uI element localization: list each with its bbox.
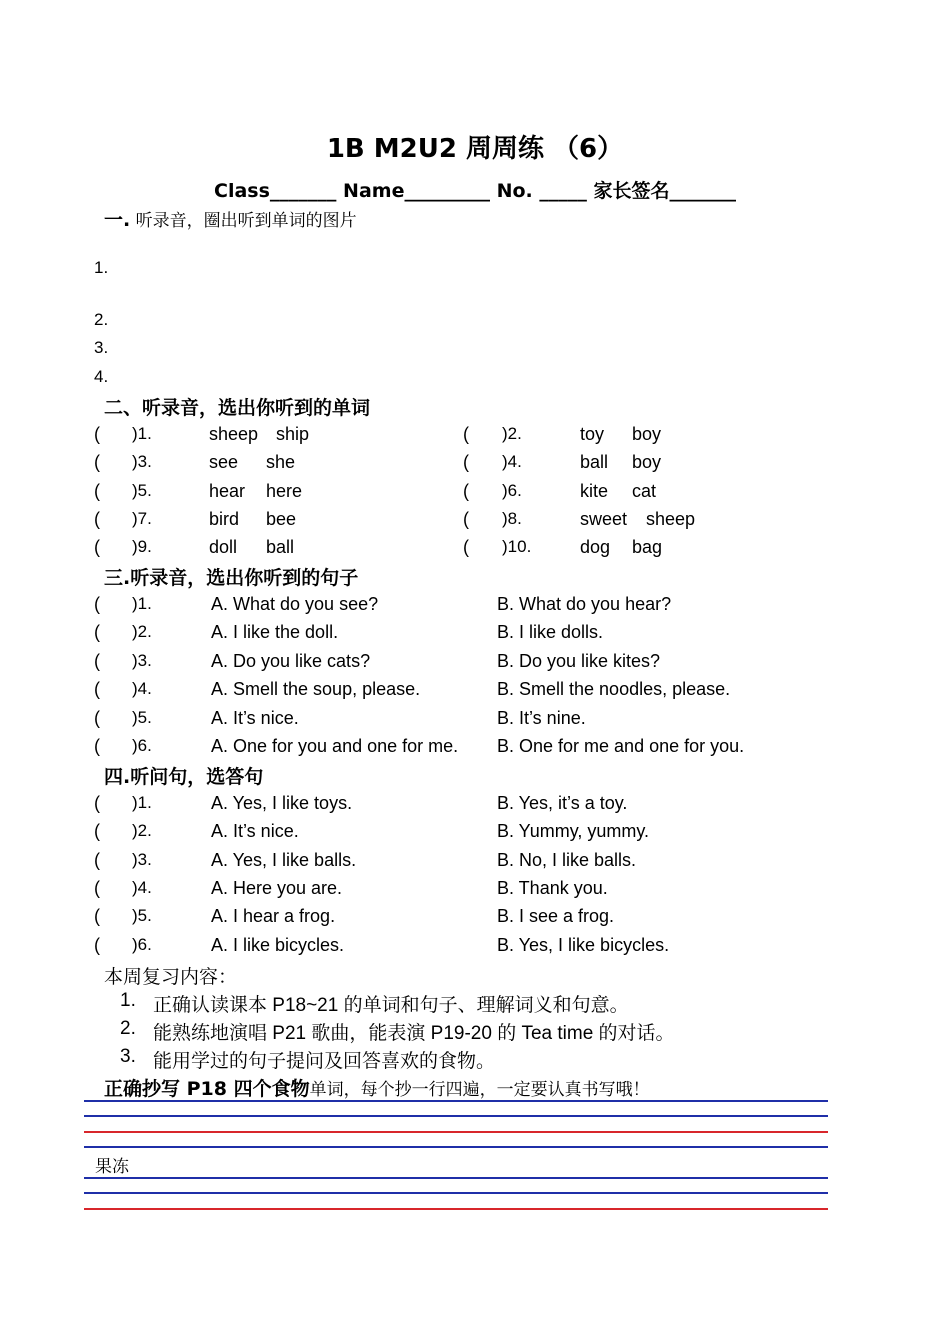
word-question-row [0,481,950,509]
review-heading: 本周复习内容： [104,966,238,988]
option-word-a: dog [580,537,611,557]
question-number: )5. [132,906,152,925]
section-3-number: 三. [104,567,131,589]
option-a: A. It’s nice. [211,708,299,728]
sentence-question-row [0,878,950,906]
option-b: B. Yummy, yummy. [497,821,650,841]
review-item-text: 能用学过的句子提问及回答喜欢的食物。 [153,1051,496,1072]
section-4-number: 四. [104,766,131,788]
option-word-b: she [266,452,296,472]
answer-paren: ( [463,452,469,472]
option-a: A. Here you are. [211,878,343,898]
section-1-number: 一. [104,209,131,231]
option-word-b: here [266,481,303,501]
option-word-a: see [209,452,239,472]
question-number: )2. [132,622,152,641]
writing-line-blue [84,1177,828,1179]
option-a: A. Yes, I like toys. [211,793,353,813]
option-word-a: doll [209,537,238,557]
copy-instruction-rest: 单词，每个抄一行四遍，一定要认真书写哦！ [309,1080,650,1100]
section-3-heading [104,563,358,590]
option-word-b: bag [632,537,663,557]
sentence-question-row [0,622,950,650]
writing-line-blue [84,1146,828,1148]
option-a: A. Do you like cats? [211,651,371,671]
word-question-row [0,537,950,565]
option-b: B. I see a frog. [497,906,615,926]
review-item-number: 1. [120,990,136,1011]
copy-instruction [104,1074,650,1101]
question-number: )2. [502,424,522,443]
question-number: )4. [132,878,152,897]
answer-paren: ( [94,679,100,699]
answer-paren: ( [94,906,100,926]
question-number: )3. [132,651,152,670]
answer-paren: ( [463,537,469,557]
option-word-b: cat [632,481,657,501]
option-b: B. No, I like balls. [497,850,637,870]
question-number: )1. [132,793,152,812]
option-b: B. Yes, it’s a toy. [497,793,628,813]
option-b: B. It’s nine. [497,708,586,728]
sentence-question-row [0,594,950,622]
answer-paren: ( [94,821,100,841]
question-number: )5. [132,708,152,727]
answer-paren: ( [94,481,100,501]
answer-paren: ( [94,651,100,671]
s1-item: 2. [94,310,109,329]
sentence-question-row [0,679,950,707]
question-number: )1. [132,424,152,443]
question-number: )8. [502,509,522,528]
option-a: A. I hear a frog. [211,906,336,926]
question-number: )10. [502,537,532,556]
answer-paren: ( [94,452,100,472]
option-word-a: sheep [209,424,259,444]
writing-line-red [84,1208,828,1210]
option-a: A. What do you see? [211,594,379,614]
option-b: B. Smell the noodles, please. [497,679,731,699]
question-number: )7. [132,509,152,528]
option-word-a: hear [209,481,246,501]
section-4-heading [104,762,263,789]
section-3-instruction: 听录音，选出你听到的句子 [130,567,359,589]
s1-item: 1. [94,258,109,277]
s1-item: 3. [94,338,109,357]
option-b: B. Do you like kites? [497,651,661,671]
answer-paren: ( [94,793,100,813]
option-word-b: boy [632,452,662,472]
answer-paren: ( [94,424,100,444]
review-item-text: 正确认读课本 P18~21 的单词和句子、理解词义和句意。 [153,995,629,1016]
answer-paren: ( [94,736,100,756]
writing-line-blue [84,1100,828,1102]
answer-paren: ( [94,509,100,529]
answer-paren: ( [463,481,469,501]
option-a: A. One for you and one for me. [211,736,459,756]
question-number: )3. [132,850,152,869]
answer-paren: ( [94,850,100,870]
question-number: )1. [132,594,152,613]
word-question-row [0,509,950,537]
answer-paren: ( [94,708,100,728]
answer-paren: ( [94,594,100,614]
sentence-question-row [0,736,950,764]
writing-line-blue [84,1115,828,1117]
answer-paren: ( [94,935,100,955]
option-word-b: ball [266,537,295,557]
student-info-line: Class_______ Name_________ No. _____ 家长签名_______ [214,180,736,202]
sentence-question-row [0,821,950,849]
review-item-number: 3. [120,1046,136,1067]
option-b: B. Thank you. [497,878,608,898]
option-b: B. Yes, I like bicycles. [497,935,670,955]
sentence-question-row [0,793,950,821]
option-word-b: sheep [646,509,696,529]
answer-paren: ( [463,509,469,529]
question-number: )9. [132,537,152,556]
writing-line-blue [84,1192,828,1194]
option-a: A. Smell the soup, please. [211,679,421,699]
question-number: )4. [132,679,152,698]
answer-paren: ( [94,537,100,557]
review-item-number: 2. [120,1018,136,1039]
question-number: )6. [132,736,152,755]
copy-instruction-bold: 正确抄写 P18 四个食物 [104,1078,310,1100]
copy-word-jelly: 果冻 [95,1157,129,1177]
option-b: B. What do you hear? [497,594,672,614]
answer-paren: ( [94,622,100,642]
word-question-row [0,452,950,480]
option-a: A. Yes, I like balls. [211,850,357,870]
sentence-question-row [0,850,950,878]
option-word-b: ship [276,424,310,444]
writing-line-red [84,1131,828,1133]
s1-item: 4. [94,367,109,386]
sentence-question-row [0,651,950,679]
word-question-row [0,424,950,452]
sentence-question-row [0,935,950,963]
section-2-heading: 二、听录音，选出你听到的单词 [104,397,371,419]
option-a: A. I like bicycles. [211,935,345,955]
question-number: )6. [132,935,152,954]
option-b: B. One for me and one for you. [497,736,745,756]
question-number: )6. [502,481,522,500]
option-word-a: sweet [580,509,628,529]
page-title: 1B M2U2 周周练 （6） [326,134,624,164]
option-b: B. I like dolls. [497,622,604,642]
sentence-question-row [0,708,950,736]
option-a: A. I like the doll. [211,622,339,642]
section-4-instruction: 听问句，选答句 [130,766,264,788]
option-word-b: boy [632,424,662,444]
sentence-question-row [0,906,950,934]
option-word-a: kite [580,481,609,501]
option-word-a: bird [209,509,240,529]
option-word-a: toy [580,424,605,444]
option-word-b: bee [266,509,297,529]
option-a: A. It’s nice. [211,821,299,841]
question-number: )2. [132,821,152,840]
question-number: )3. [132,452,152,471]
section-1-heading [104,205,357,232]
answer-paren: ( [463,424,469,444]
question-number: )5. [132,481,152,500]
option-word-a: ball [580,452,609,472]
review-item-text: 能熟练地演唱 P21 歌曲，能表演 P19-20 的 Tea time 的对话。 [153,1023,675,1044]
question-number: )4. [502,452,522,471]
answer-paren: ( [94,878,100,898]
section-1-instruction: 听录音，圈出听到单词的图片 [130,211,357,231]
